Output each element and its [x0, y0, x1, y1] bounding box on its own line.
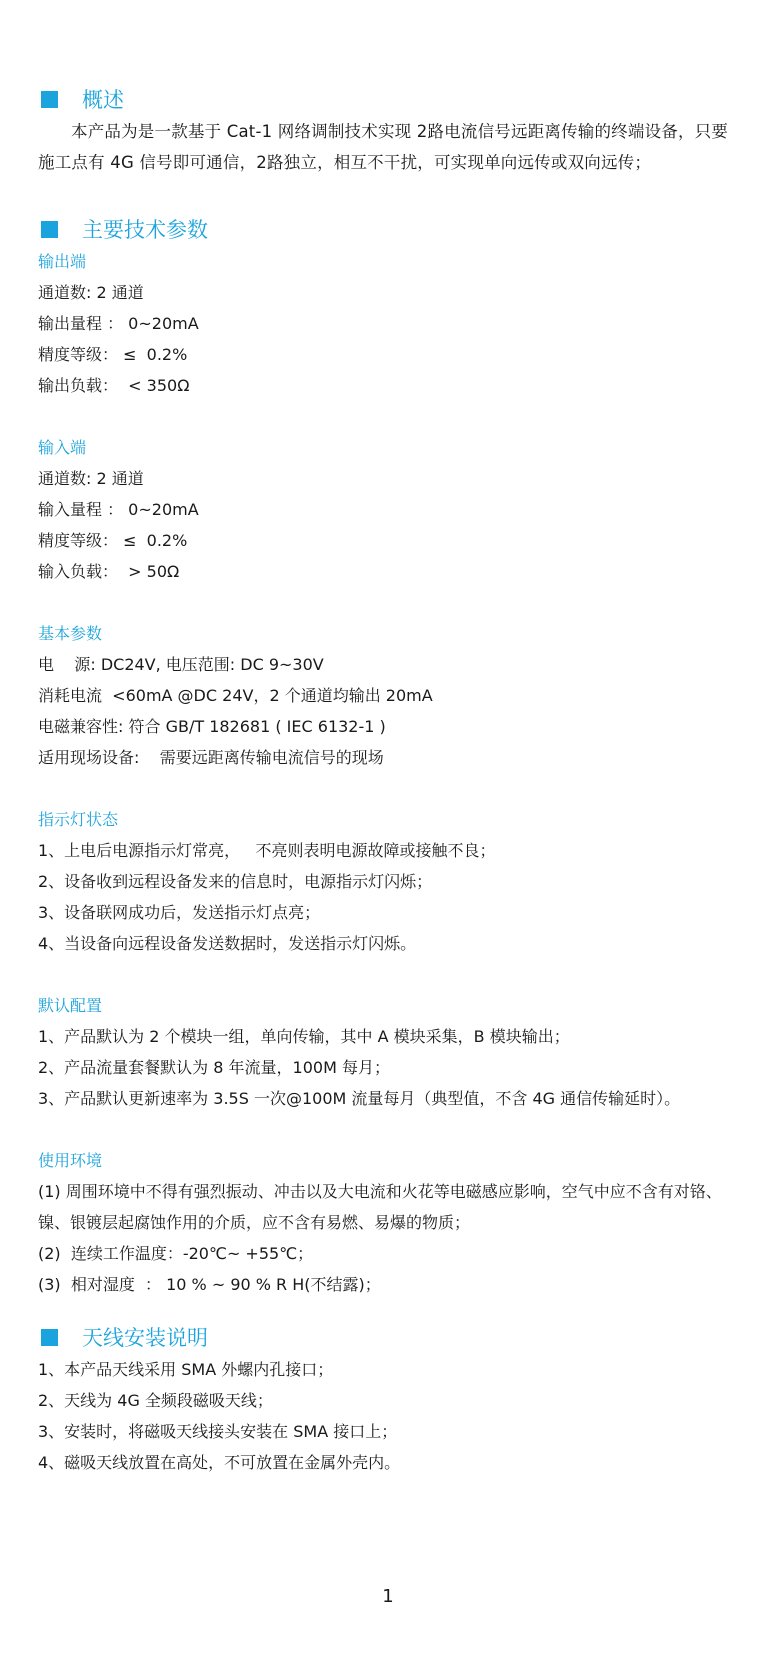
spec-line: 4、磁吸天线放置在高处，不可放置在金属外壳内。: [38, 1453, 401, 1472]
square-bullet-icon: [41, 91, 58, 108]
spec-line: 输出量程 ： 0~20mA: [38, 314, 199, 333]
spec-line: 适用现场设备: 需要远距离传输电流信号的现场: [38, 748, 384, 767]
document-page: [38, 84, 738, 1478]
spec-line: 精度等级： ≤ 0.2%: [38, 345, 188, 364]
spec-line: 2、天线为 4G 全频段磁吸天线；: [38, 1391, 273, 1410]
spec-line: 输入负载： > 50Ω: [38, 562, 180, 581]
square-bullet-icon: [41, 1329, 58, 1346]
subheading-default-config: 默认配置: [38, 996, 103, 1015]
overview-paragraph: 本产品为是一款基于 Cat-1 网络调制技术实现 2路电流信号远距离传输的终端设备，只要施工点有 4G 信号即可通信，2路独立，相互不干扰，可实现单向远传或双向远传；: [38, 122, 729, 172]
spec-line: (2) 连续工作温度：-20℃~ +55℃；: [38, 1244, 314, 1263]
spec-line: 1、产品默认为 2 个模块一组，单向传输，其中 A 模块采集，B 模块输出；: [38, 1027, 570, 1046]
subheading-output: 输出端: [38, 252, 87, 271]
subheading-basic: 基本参数: [38, 624, 103, 643]
subheading-environment: 使用环境: [38, 1151, 103, 1170]
spec-line: 通道数: 2 通道: [38, 469, 144, 488]
section-title-text: 主要技术参数: [82, 218, 208, 242]
subheading-indicator: 指示灯状态: [38, 810, 119, 829]
spec-line: 通道数: 2 通道: [38, 283, 144, 302]
spec-line: 1、本产品天线采用 SMA 外螺内孔接口；: [38, 1360, 334, 1379]
spec-line: 精度等级： ≤ 0.2%: [38, 531, 188, 550]
section-title-text: 概述: [82, 88, 124, 112]
spec-line: 2、设备收到远程设备发来的信息时，电源指示灯闪烁；: [38, 872, 433, 891]
spec-line: 3、安装时，将磁吸天线接头安装在 SMA 接口上；: [38, 1422, 398, 1441]
spec-line: 电磁兼容性: 符合 GB/T 182681 ( IEC 6132-1 ): [38, 717, 386, 736]
spec-line: (1) 周围环境中不得有强烈振动、冲击以及大电流和火花等电磁感应影响，空气中应不含有对铬、镍、银镀层起腐蚀作用的介质，应不含有易燃、易爆的物质；: [38, 1182, 722, 1232]
spec-line: 2、产品流量套餐默认为 8 年流量，100M 每月；: [38, 1058, 390, 1077]
spec-line: (3) 相对湿度 ： 10 % ~ 90 % R H(不结露)；: [38, 1275, 381, 1294]
section-title-overview: [38, 84, 738, 114]
spec-line: 3、产品默认更新速率为 3.5S 一次@100M 流量每月（典型值，不含 4G 通信传输延时）。: [38, 1089, 681, 1108]
spec-line: 电 源: DC24V, 电压范围: DC 9~30V: [38, 655, 324, 674]
spec-line: 输出负载： < 350Ω: [38, 376, 190, 395]
section-title-specs: [38, 214, 738, 244]
section-title-antenna: [38, 1322, 738, 1352]
spec-line: 3、设备联网成功后，发送指示灯点亮；: [38, 903, 321, 922]
section-title-text: 天线安装说明: [82, 1326, 208, 1350]
spec-line: 消耗电流 <60mA @DC 24V，2 个通道均输出 20mA: [38, 686, 433, 705]
spec-line: 1、上电后电源指示灯常亮， 不亮则表明电源故障或接触不良；: [38, 841, 496, 860]
square-bullet-icon: [41, 221, 58, 238]
spec-line: 输入量程 ： 0~20mA: [38, 500, 199, 519]
spec-line: 4、当设备向远程设备发送数据时，发送指示灯闪烁。: [38, 934, 417, 953]
page-number: 1: [382, 1586, 394, 1607]
subheading-input: 输入端: [38, 438, 87, 457]
